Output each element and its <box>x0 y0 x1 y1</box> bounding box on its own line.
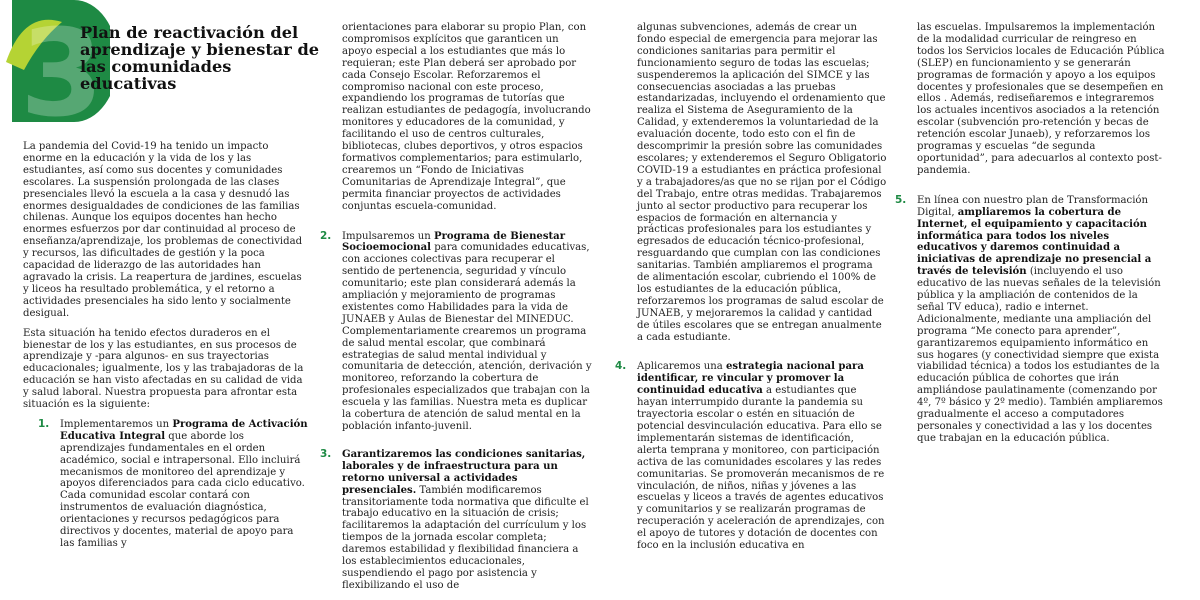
column-2 <box>320 22 592 600</box>
item-text: a estudiantes que hayan interrumpido durante la pandemia su trayectoria escolar o estén en situación de potencial desvinculación educativa. Para ello se implementarán sistemas de identificación, alerta temprana y monitoreo, con participación activa de las comunidades escolares y las redes comunitarias. Se promoverán mecanismos de re vinculación, de niños, niñas y jóvenes a las escuelas y liceos a través de agentes educativos y comunitarios y se realizarán programas de recuperación y aceleración de aprendizajes, con el apoyo de tutores y dotación de docentes con foco en la inclusión educativa en <box>637 385 885 552</box>
item-text-bold: estrategia nacional para identificar, re vincular y promover la continuidad educativa <box>637 361 864 397</box>
item-text-bold: Programa de Bienestar Socioemocional <box>342 230 566 254</box>
intro-paragraph: Esta situación ha tenido efectos duraderos en el bienestar de los y las estudiantes, en sus procesos de aprendizaje y -para algunos- en sus trayectorias educacionales; igualmente, los y las trabajadoras de la educación se han visto afectadas en su calidad de vida y salud laboral. Nuestra propuesta para afrontar esta situación es la siguiente: <box>23 327 304 411</box>
item-continuation: orientaciones para elaborar su propio Plan, con compromisos explícitos que garanticen un apoyo especial a los estudiantes que más lo requieran; este Plan deberá ser aprobado por cada Consejo Escolar. Reforzaremos el compromiso nacional con este proceso, expandiendo los programas de tutorías que realizan estudiantes de pedagogía, involucrando monitores y educadores de la comunidad, y facilitando el uso de centros culturales, bibliotecas, clubes deportivos, y otros espacios formativos complementarios; para estimularlo, crearemos un “Fondo de Iniciativas Comunitarias de Aprendizaje Integral”, que permita financiar proyectos de actividades conjuntas escuela-comunidad. <box>342 22 591 212</box>
list-item-5 <box>895 195 1165 445</box>
page-title: Plan de reactivación del aprendizaje y bienestar de las comunidades educativas <box>80 23 320 93</box>
item-text-pre: En línea con nuestro plan de Transformación Digital, <box>917 194 1148 218</box>
item-number: 5. <box>895 193 907 206</box>
item-number: 3. <box>320 447 332 460</box>
item-continuation: algunas subvenciones, además de crear un fondo especial de emergencia para mejorar las condiciones sanitarias para permitir el funcionamiento seguro de todas las escuelas; suspenderemos la aplicación del SIMCE y las consecuencias asociadas a las pruebas estandarizadas, incluyendo el ordenamiento que realiza el Sistema de Aseguramiento de la Calidad, y extenderemos la voluntariedad de la evaluación docente, todo esto con el fin de descomprimir la presión sobre las comunidades escolares; y extenderemos el Seguro Obligatorio COVID-19 a estudiantes en práctica profesional y a trabajadores/as que no se rijan por el Código del Trabajo, entre otras medidas. Trabajaremos junto al sector productivo para recuperar los espacios de formación en alternancia y prácticas profesionales para los estudiantes y egresados de educación técnico-profesional, resguardando que cumplan con las condiciones sanitarias. También ampliaremos el programa de alimentación escolar, cubriendo el 100% de los estudiantes de la educación pública, reforzaremos los programas de salud escolar de JUNAEB, y mejoraremos la calidad y cantidad de útiles escolares que se entregan anualmente a cada estudiante. <box>637 22 887 343</box>
item-text: para comunidades educativas, con acciones colectivas para recuperar el sentido de pertenencia, seguridad y vínculo comunitario; este plan considerará además la ampliación y mejoramiento de programas existentes como Habilidades para la vida de JUNAEB y Aulas de Bienestar del MINEDUC. Complementariamente crearemos un programa de salud mental escolar, que combinará estrategias de salud mental individual y comunitaria de detección, atención, derivación y monitoreo, reforzando la cobertura de profesionales especializados que trabajan con la escuela y las familias. Nuestra meta es duplicar la cobertura de atención de salud mental en la población infanto-juvenil. <box>342 242 592 432</box>
item-text-pre: Implementaremos un <box>60 418 173 430</box>
item-text: También modificaremos transitoriamente toda normativa que dificulte el trabajo educativo en la situación de crisis; facilitaremos la adaptación del currículum y los tiempos de la jornada escolar completa; daremos estabilidad y flexibilidad financiera a los establecimientos educacionales, suspendiendo el pago por asistencia y flexibilizando el uso de <box>342 484 589 591</box>
item-text-pre: Impulsaremos un <box>342 230 434 242</box>
item-continuation: las escuelas. Impulsaremos la implementación de la modalidad curricular de reingreso en todos los Servicios locales de Educación Pública (SLEP) en funcionamiento y se generarán programas de formación y apoyo a los equipos docentes y profesionales que se desempeñen en ellos . Además, rediseñaremos e integraremos los actuales incentivos asociados a la retención escolar (subvención pro-retención y becas de retención escolar Junaeb), y reforzaremos los programas y escuelas “de segunda oportunidad”, para adecuarlos al contexto post-pandemia. <box>917 22 1165 176</box>
item-number: 4. <box>615 360 627 373</box>
badge-number: 3 <box>20 5 104 122</box>
item-number: 2. <box>320 229 332 242</box>
column-4 <box>895 22 1165 453</box>
item-text: que aborde los aprendizajes fundamentales en el orden académico, social e intrapersonal. Ello incluirá mecanismos de monitoreo del aprendizaje y apoyos diferenciados para cada ciclo educativo. Cada comunidad escolar contará con instrumentos de evaluación diagnóstica, orientaciones y recursos pedagógicos para directivos y docentes, material de apoyo para las familias y <box>60 430 305 549</box>
list-item-3 <box>320 449 592 592</box>
item-text-bold: Programa de Activación Educativa Integral <box>60 418 308 442</box>
list-item-2 <box>320 231 592 433</box>
list-item-4 <box>615 361 887 552</box>
item-text-bold: Garantizaremos las condiciones sanitarias, laborales y de infraestructura para un retorno universal a actividades presenciales. <box>342 448 586 496</box>
intro-paragraph: La pandemia del Covid-19 ha tenido un impacto enorme en la educación y la vida de los y las estudiantes, así como sus docentes y comunidades escolares. La suspensión prolongada de las clases presenciales llevó la escuela a la casa y desnudó las enormes desigualdades de condiciones de las familias chilenas. Aunque los equipos docentes han hecho enormes esfuerzos por dar continuidad al proceso de enseñanza/aprendizaje, los problemas de conectividad y recursos, las dificultades de gestión y la poca capacidad de liderazgo de las autoridades han agravado la crisis. La reapertura de jardines, escuelas y liceos ha resultado problemática, y el retorno a actividades presenciales ha sido lento y socialmente desigual. <box>23 141 303 319</box>
column-3 <box>615 22 887 560</box>
item-text-pre: Aplicaremos una <box>637 361 726 373</box>
item-text: (incluyendo el uso educativo de las nuevas señales de la televisión pública y la ampliación de contenidos de la señal TV educa), radio e internet. Adicionalmente, mediante una ampliación del programa “Me conecto para aprender”, garantizaremos equipamiento informático en sus hogares (y conectividad siempre que exista viabilidad técnica) a todos los estudiantes de la educación pública de cohortes que irán ampliándose paulatinamente (comenzando por 4º, 7º básico y 2º medio). También ampliaremos gradualmente el acceso a computadores personales y conectividad a las y los docentes que trabajan en la educación pública. <box>917 266 1163 444</box>
item-text-bold: ampliaremos la cobertura de Internet, el equipamiento y capacitación informática para todos los niveles educativos y daremos continuidad a iniciativas de aprendizaje no presencial a través de televisión <box>917 206 1152 278</box>
item-number: 1. <box>38 417 50 430</box>
list-item-1 <box>23 419 310 550</box>
column-1 <box>23 141 310 558</box>
